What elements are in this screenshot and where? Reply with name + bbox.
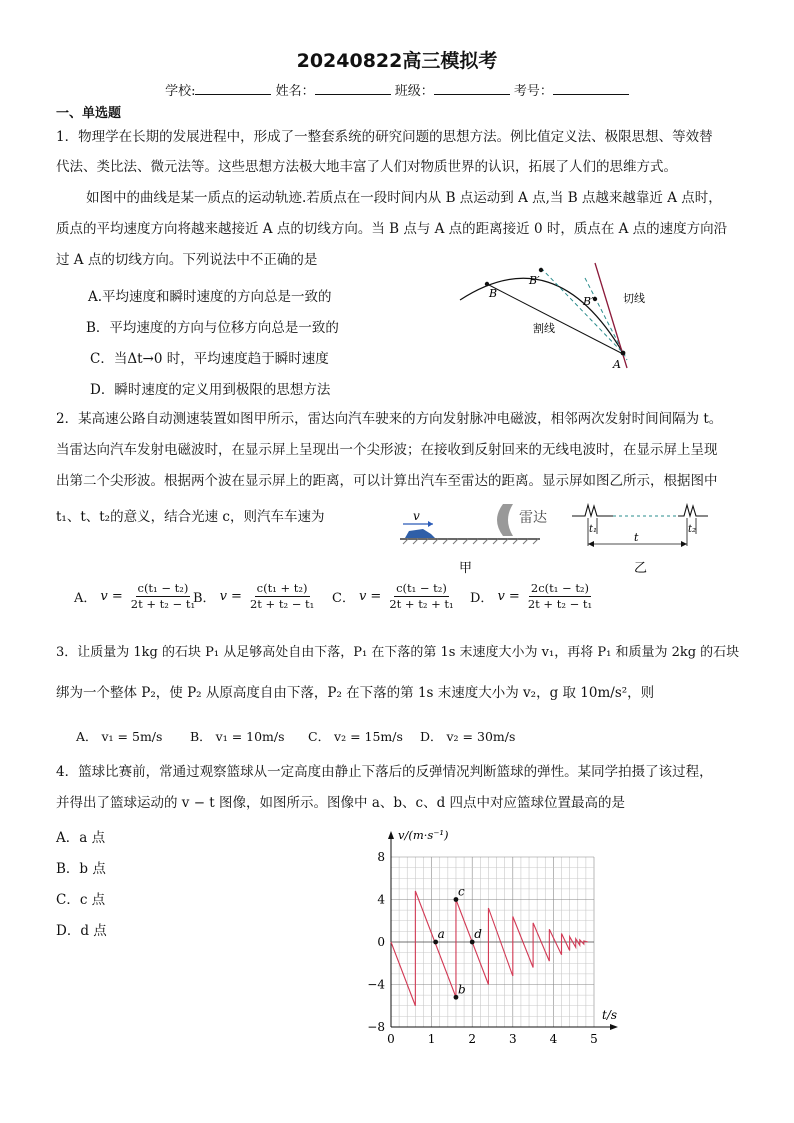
point-b bbox=[485, 282, 489, 286]
q2-option-d-den: 2t + t₂ − t₁ bbox=[527, 597, 593, 611]
velocity-series-line bbox=[391, 891, 588, 1006]
page-title: 20240822高三模拟考 bbox=[296, 50, 498, 72]
q2-line-4: t₁、t、t₂的意义，结合光速 c，则汽车车速为 bbox=[56, 509, 325, 525]
q1-line-3: 如图中的曲线是某一质点的运动轨迹.若质点在一段时间内从 B 点运动到 A 点,当 B 点越来越靠近 A 点时， bbox=[86, 190, 722, 206]
point-a bbox=[621, 351, 626, 356]
label-b: B bbox=[489, 287, 498, 300]
q1-line-5: 过 A 点的切线方向。下列说法中不正确的是 bbox=[56, 252, 318, 268]
q1-option-c[interactable]: C．当Δt→0 时，平均速度趋于瞬时速度 bbox=[90, 351, 329, 367]
first-pulse-pair bbox=[572, 505, 613, 516]
q2-option-b-label: B． bbox=[193, 591, 216, 606]
q2-option-b-num: c(t₁ + t₂) bbox=[256, 581, 308, 595]
interval-arrowhead-left bbox=[588, 541, 594, 547]
radar-label: 雷达 bbox=[519, 510, 547, 526]
section-title: 一、单选题 bbox=[56, 106, 122, 121]
q2-option-a-label: A． bbox=[74, 591, 97, 606]
point-label-b: b bbox=[457, 982, 466, 997]
t-label: t bbox=[634, 531, 639, 544]
x-tick-label: 4 bbox=[549, 1032, 558, 1046]
q4-vt-chart bbox=[360, 825, 630, 1050]
name-label: 姓名： bbox=[275, 84, 315, 99]
q2-option-b-fraction bbox=[248, 581, 316, 612]
q4-line-2: 并得出了篮球运动的 v − t 图像，如图所示。图像中 a、b、c、d 四点中对应篮球位置最高的是 bbox=[56, 795, 626, 811]
q2-line-3: 出第二个尖形波。根据两个波在显示屏上的距离，可以计算出汽车至雷达的距离。显示屏如图乙所示，根据图中 bbox=[56, 473, 718, 489]
q1-line-1: 1．物理学在长期的发展进程中，形成了一整套系统的研究问题的思想方法。例比值定义法、极限思想、等效替 bbox=[56, 129, 713, 145]
y-tick-label: 8 bbox=[377, 850, 385, 864]
q3-line-1: 3．让质量为 1kg 的石块 P₁ 从足够高处自由下落，P₁ 在下落的第 1s 末速度大小为 v₁，再将 P₁ 和质量为 2kg 的石块 bbox=[56, 645, 740, 660]
student-info-line bbox=[0, 80, 794, 99]
label-tangent: 切线 bbox=[623, 292, 645, 305]
q2-option-b-den: 2t + t₂ − t₁ bbox=[249, 597, 315, 611]
q2-option-d-v: v = bbox=[497, 589, 520, 604]
point-label-d: d bbox=[474, 927, 482, 941]
q2-option-a-fraction bbox=[129, 581, 197, 612]
q3-option-b[interactable]: B． v₁ = 10m/s bbox=[190, 729, 285, 744]
x-tick-label: 3 bbox=[508, 1032, 517, 1046]
class-label: 班级： bbox=[394, 84, 434, 99]
x-tick-label: 0 bbox=[387, 1032, 395, 1046]
q2-option-d-label: D． bbox=[470, 591, 494, 606]
label-b-prime: B′ bbox=[529, 274, 540, 287]
q2-option-c[interactable] bbox=[332, 581, 458, 612]
q1-option-b[interactable]: B．平均速度的方向与位移方向总是一致的 bbox=[86, 320, 339, 336]
q2-option-d-fraction bbox=[526, 581, 594, 612]
q1-option-a[interactable]: A.平均速度和瞬时速度的方向总是一致的 bbox=[88, 289, 332, 305]
number-label: 考号： bbox=[513, 84, 553, 99]
velocity-label: v bbox=[413, 509, 420, 523]
y-tick-label: −8 bbox=[367, 1020, 385, 1034]
q1-line-4: 质点的平均速度方向将越来越接近 A 点的切线方向。当 B 点与 A 点的距离接近 0 时，质点在 A 点的速度方向沿 bbox=[56, 221, 728, 237]
q2-option-c-den: 2t + t₂ + t₁ bbox=[389, 597, 454, 611]
car-icon bbox=[405, 529, 435, 538]
dashed-line-b1 bbox=[541, 268, 625, 355]
second-pulse-pair bbox=[678, 505, 708, 516]
q3-option-c[interactable]: C． v₂ = 15m/s bbox=[308, 729, 403, 744]
q4-option-b[interactable]: B．b 点 bbox=[56, 861, 106, 877]
x-tick-label: 5 bbox=[590, 1032, 598, 1046]
q2-option-d[interactable] bbox=[470, 581, 596, 612]
class-blank bbox=[434, 82, 510, 95]
q2-option-a-den: 2t + t₂ − t₁ bbox=[130, 597, 196, 611]
name-blank bbox=[315, 82, 391, 95]
q1-line-2: 代法、类比法、微元法等。这些思想方法极大地丰富了人们对物质世界的认识，拓展了人们的思维方式。 bbox=[56, 159, 677, 175]
q4-option-d[interactable]: D．d 点 bbox=[56, 923, 107, 939]
x-axis-arrowhead bbox=[610, 1024, 618, 1030]
q2-option-c-fraction bbox=[387, 581, 455, 612]
interval-arrowhead-right bbox=[681, 541, 687, 547]
label-secant: 割线 bbox=[533, 322, 555, 335]
q2-figure-b-screen bbox=[568, 500, 718, 582]
q2-option-c-label: C． bbox=[332, 591, 355, 606]
figure-b-label: 乙 bbox=[634, 561, 648, 576]
y-axis-arrowhead bbox=[388, 831, 394, 839]
q2-line-1: 2．某高速公路自动测速装置如图甲所示，雷达向汽车驶来的方向发射脉冲电磁波，相邻两次发射时间间隔为 t。 bbox=[56, 411, 723, 427]
q4-option-c[interactable]: C．c 点 bbox=[56, 892, 106, 908]
y-tick-label: 4 bbox=[377, 892, 385, 907]
q3-line-2: 绑为一个整体 P₂，使 P₂ 从原高度自由下落，P₂ 在下落的第 1s 末速度大小为 v₂，g 取 10m/s²，则 bbox=[56, 685, 655, 701]
x-tick-label: 2 bbox=[468, 1032, 477, 1046]
q2-option-c-v: v = bbox=[358, 589, 382, 604]
y-tick-label: 0 bbox=[377, 935, 385, 949]
number-blank bbox=[553, 82, 629, 95]
t1-label: t₁ bbox=[589, 524, 598, 535]
x-axis-label: t/s bbox=[602, 1008, 618, 1022]
label-b-double-prime: B″ bbox=[583, 295, 596, 308]
ground-hatching bbox=[403, 539, 538, 544]
y-tick-label: −4 bbox=[367, 977, 385, 992]
point-label-a: a bbox=[437, 927, 445, 941]
q3-option-a[interactable]: A． v₁ = 5m/s bbox=[76, 729, 163, 744]
q2-option-a-v: v = bbox=[100, 589, 123, 604]
q2-line-2: 当雷达向汽车发射电磁波时，在显示屏上呈现出一个尖形波；在接收到反射回来的无线电波时，在显示屏上呈现 bbox=[56, 442, 718, 458]
label-a: A bbox=[613, 358, 621, 371]
q4-line-1: 4．篮球比赛前，常通过观察篮球从一定高度由静止下落后的反弹情况判断篮球的弹性。某同学拍摄了该过程， bbox=[56, 764, 713, 780]
q1-option-d[interactable]: D．瞬时速度的定义用到极限的思想方法 bbox=[90, 382, 331, 398]
figure-a-label: 甲 bbox=[459, 561, 473, 576]
q1-trajectory-figure bbox=[455, 258, 655, 373]
q2-option-a[interactable] bbox=[74, 581, 199, 612]
velocity-arrowhead bbox=[428, 521, 433, 527]
point-b-prime bbox=[539, 268, 543, 272]
school-label: 学校: bbox=[165, 84, 196, 99]
point-label-c: c bbox=[457, 884, 465, 899]
q3-option-d[interactable]: D． v₂ = 30m/s bbox=[420, 729, 516, 744]
x-tick-label: 1 bbox=[427, 1032, 436, 1046]
y-axis-label: v/(m·s⁻¹) bbox=[398, 828, 449, 842]
t2-label: t₂ bbox=[688, 524, 697, 535]
q2-figure-a bbox=[395, 500, 565, 582]
q2-option-c-num: c(t₁ − t₂) bbox=[396, 581, 447, 595]
q2-option-b[interactable] bbox=[193, 581, 318, 612]
radar-dish-icon bbox=[497, 504, 513, 536]
q4-option-a[interactable]: A．a 点 bbox=[56, 830, 106, 846]
q2-option-b-v: v = bbox=[219, 589, 242, 604]
school-blank bbox=[195, 82, 271, 95]
q2-option-d-num: 2c(t₁ − t₂) bbox=[530, 581, 590, 595]
q2-option-a-num: c(t₁ − t₂) bbox=[137, 581, 189, 595]
